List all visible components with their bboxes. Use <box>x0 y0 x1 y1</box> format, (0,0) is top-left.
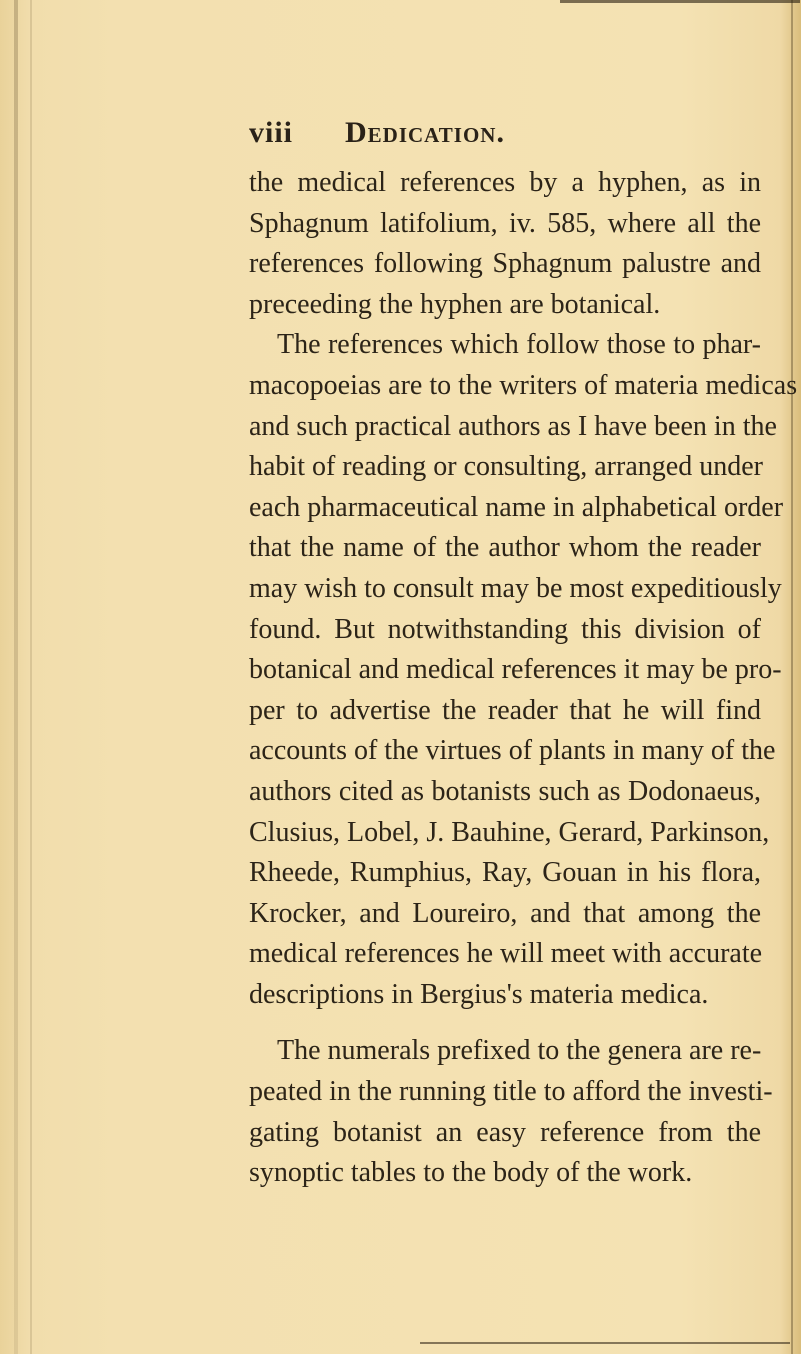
text-line: accounts of the virtues of plants in many of the <box>249 735 776 767</box>
page-edge-right <box>791 0 793 1354</box>
text-line: The numerals prefixed to the genera are re- <box>277 1035 762 1067</box>
text-line: and such practical authors as I have been in the <box>249 410 777 442</box>
bottom-border-rule <box>420 1342 790 1344</box>
text-line: preceeding the hyphen are botanical. <box>249 288 661 320</box>
top-border-rule <box>560 0 800 3</box>
text-line: Sphagnum latifolium, iv. 585, where all the <box>249 207 761 239</box>
paragraph-1 <box>249 163 761 325</box>
text-line: authors cited as botanists such as Dodonaeus, <box>249 775 761 807</box>
text-line: habit of reading or consulting, arranged under <box>249 451 763 483</box>
text-line: Rheede, Rumphius, Ray, Gouan in his flora, <box>249 857 761 889</box>
text-line: botanical and medical references it may be pro- <box>249 654 782 686</box>
paragraph-2 <box>249 325 798 1015</box>
text-line: the medical references by a hyphen, as in <box>249 167 761 198</box>
text-line: peated in the running title to afford the investi- <box>249 1076 773 1108</box>
text-line: medical references he will meet with accurate <box>249 938 763 970</box>
paragraph-3 <box>249 1031 773 1193</box>
text-line: found. But notwithstanding this division of <box>249 613 761 645</box>
text-line: synoptic tables to the body of the work. <box>249 1157 693 1189</box>
text-line: The references which follow those to phar- <box>277 329 761 361</box>
body-text <box>249 163 798 1194</box>
text-line: gating botanist an easy reference from the <box>249 1116 761 1148</box>
text-line: may wish to consult may be most expeditiously <box>249 572 782 604</box>
text-line: that the name of the author whom the reader <box>249 532 761 564</box>
text-line: Clusius, Lobel, J. Bauhine, Gerard, Parkinson, <box>249 816 770 848</box>
text-line: each pharmaceutical name in alphabetical order <box>249 491 784 523</box>
page-edge-line <box>30 0 32 1354</box>
text-line: macopoeias are to the writers of materia medicas <box>249 369 798 401</box>
running-title: Dedication. <box>345 116 505 149</box>
page-number: viii <box>249 116 294 149</box>
text-line: descriptions in Bergius's materia medica. <box>249 978 709 1010</box>
page-edge-shadow <box>14 0 18 1354</box>
text-line: references following Sphagnum palustre and <box>249 248 761 280</box>
text-line: Krocker, and Loureiro, and that among the <box>249 897 761 929</box>
text-line: per to advertise the reader that he will find <box>249 694 761 726</box>
